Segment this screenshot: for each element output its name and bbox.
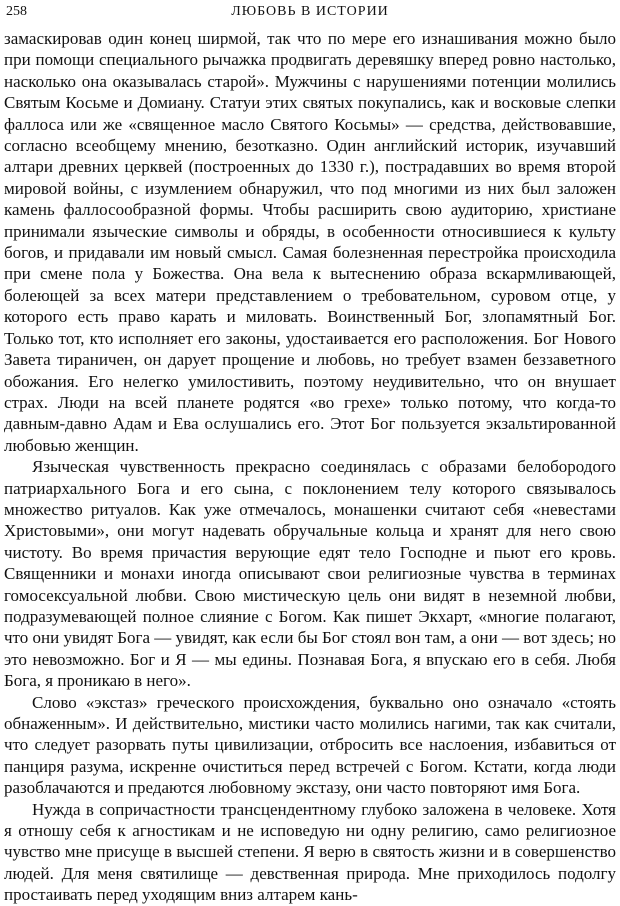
- body-text: [4, 28, 616, 906]
- running-head: [4, 2, 616, 28]
- paragraph: Языческая чувственность прекрасно соединялась с образами белобородого патриархального Бога и его сына, с поклонением телу которого связывалось множество ритуалов. Как уже отмечалось, монашенки считают себя «невестами Христовыми», они могут надевать обручальные кольца и хранят для него свою чистоту. Во время причастия верующие едят тело Господне и пьют его кровь. Священники и монахи иногда описывают свои религиозные чувства в терминах гомосексуальной любви. Свою мистическую цель они видят в неземной любви, подразумевающей полное слияние с Богом. Как пишет Экхарт, «многие полагают, что они увидят Бога — увидят, как если бы Бог стоял вон там, а они — вот здесь; но это невозможно. Бог и Я — мы едины. Познавая Бога, я впускаю его в себя. Любя Бога, я проникаю в него».: [4, 457, 616, 691]
- page-number: 258: [6, 4, 27, 19]
- paragraph: Нужда в сопричастности трансцендентному глубоко заложена в человеке. Хотя я отношу себя к агностикам и не исповедую ни одну религию, само религиозное чувство мне присуще в высшей степени. Я верю в святость жизни и в совершенство людей. Для меня святилище — девственная природа. Мне приходилось подолгу простаивать перед уходящим вниз алтарем кань-: [4, 799, 616, 905]
- paragraph: Слово «экстаз» греческого происхождения, буквально оно означало «стоять обнаженным». И действительно, мистики часто молились нагими, так как считали, что следует разорвать путы цивилизации, отбросить все наслоения, избавиться от панциря разума, искренне очиститься перед встречей с Богом. Кстати, когда люди разоблачаются и предаются любовному экстазу, они часто повторяют имя Бога.: [4, 692, 616, 798]
- running-title: ЛЮБОВЬ В ИСТОРИИ: [231, 4, 389, 19]
- paragraph-continued: замаскировав один конец ширмой, так что по мере его изнашивания можно было при помощи специального рычажка продвигать деревяшку вперед ровно настолько, насколько она оказывалась старой». Мужчины с нарушениями потенции молились Святым Косьме и Домиану. Статуи этих святых покупались, как и восковые слепки фаллоса или же «священное масло Святого Косьмы» — средства, действовавшие, согласно всеобщему мнению, безотказно. Один английский историк, изучавший алтари древних церквей (построенных до 1330 г.), пострадавших во время второй мировой войны, с изумлением обнаружил, что под многими из них был заложен камень фаллосообразной формы. Чтобы расширить свою аудиторию, христиане принимали языческие символы и обряды, в особенности относившиеся к культу богов, и придавали им новый смысл. Самая болезненная перестройка происходила при смене пола у Божества. Она вела к вытеснению образа вскармливающей, болеющей за всех матери представлением о требовательном, суровом отце, у которого есть право карать и миловать. Воинственный Бог, злопамятный Бог. Только тот, кто исполняет его законы, удостаивается его расположения. Бог Нового Завета тираничен, он дарует прощение и любовь, но требует взамен беззаветного обожания. Его нелегко умилостивить, поэтому неудивительно, что он внушает страх. Люди на всей планете родятся «во грехе» только потому, что когда-то давным-давно Адам и Ева ослушались его. Этот Бог пользуется экзальтированной любовью женщин.: [4, 29, 616, 455]
